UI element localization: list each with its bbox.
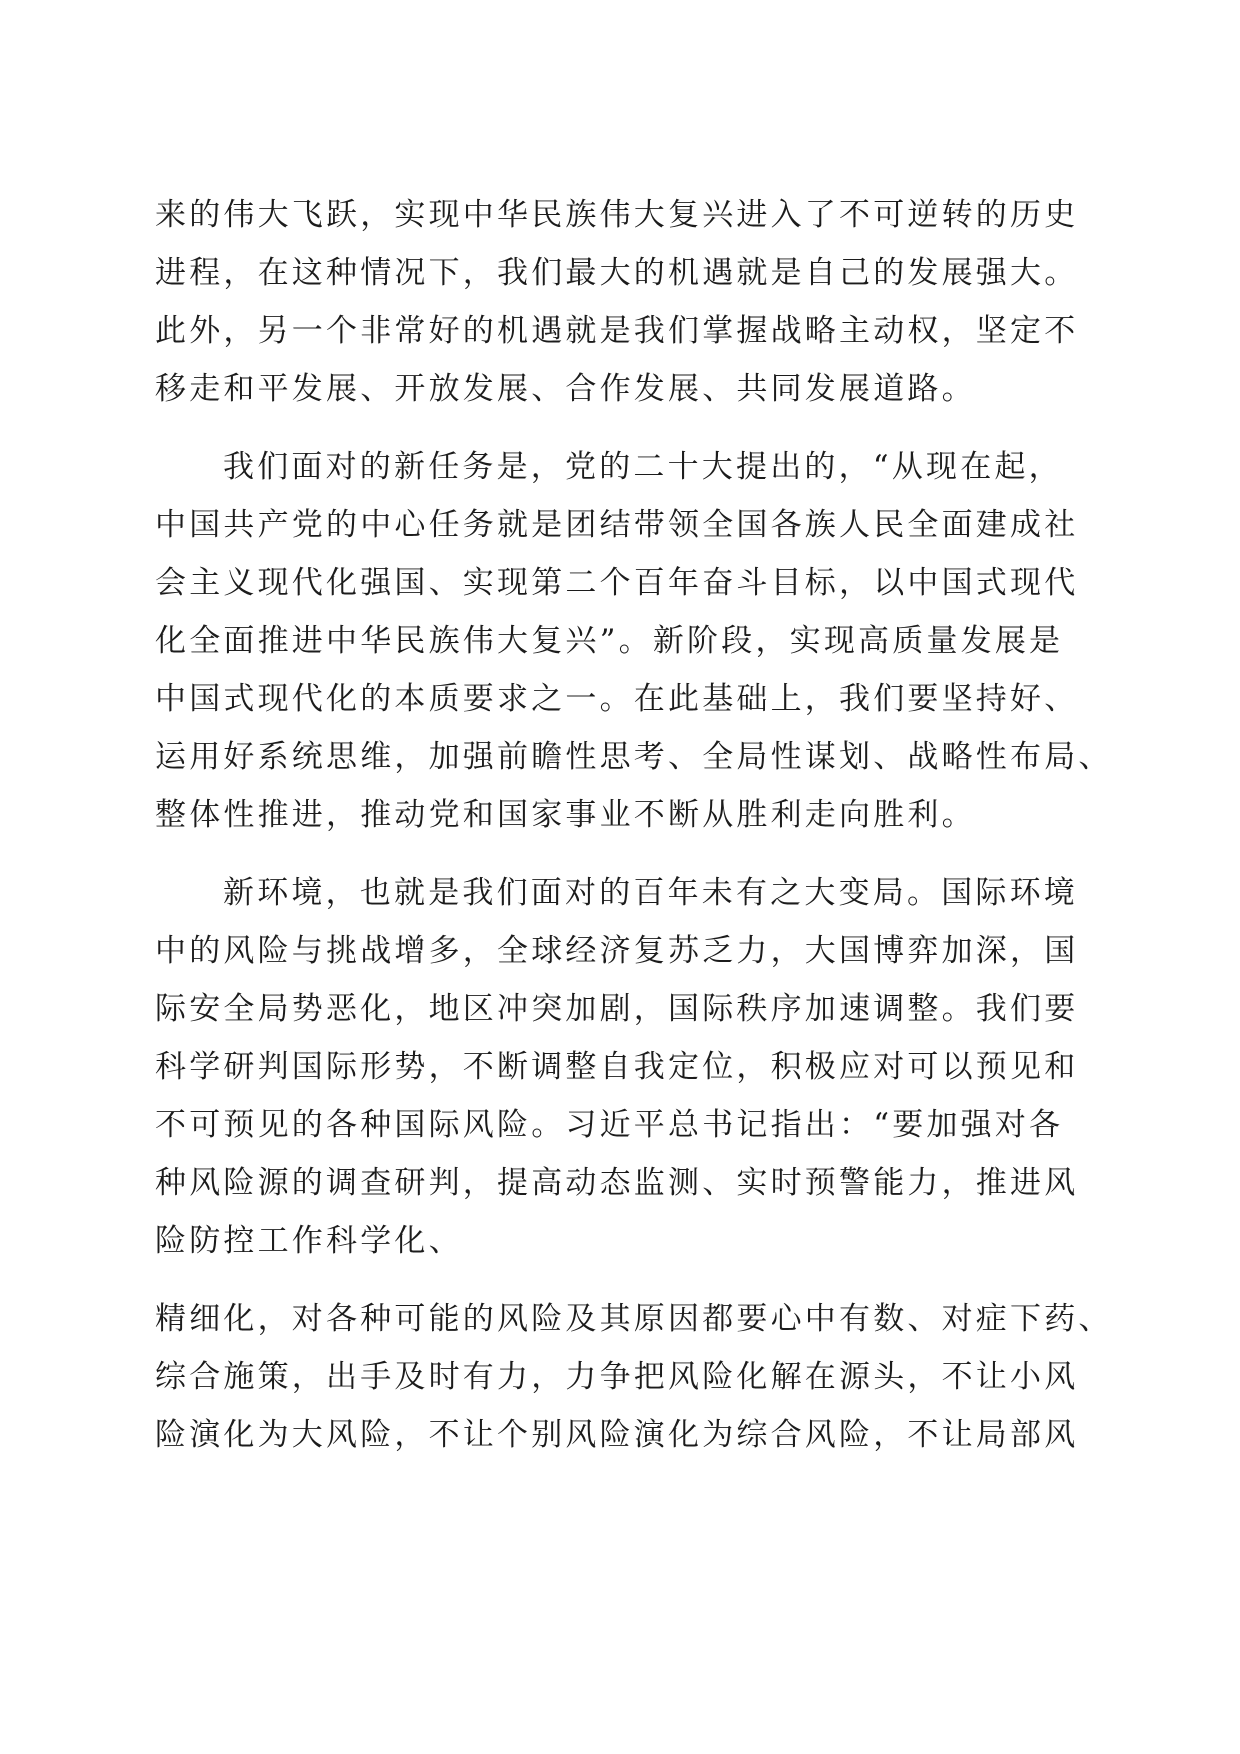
body-text xyxy=(155,186,1113,1464)
paragraph xyxy=(155,864,1095,1270)
text-line: 进程，在这种情况下，我们最大的机遇就是自己的发展强大。 xyxy=(155,255,1079,291)
text-line: 中国共产党的中心任务就是团结带领全国各族人民全面建成社 xyxy=(155,507,1079,543)
paragraph-gap xyxy=(155,418,1095,438)
paragraph xyxy=(155,186,1095,418)
text-line: 整体性推进，推动党和国家事业不断从胜利走向胜利。 xyxy=(155,797,976,833)
text-line: 险演化为大风险，不让个别风险演化为综合风险，不让局部风 xyxy=(155,1417,1079,1453)
text-line: 会主义现代化强国、实现第二个百年奋斗目标，以中国式现代 xyxy=(155,565,1079,601)
text-line: 此外，另一个非常好的机遇就是我们掌握战略主动权，坚定不 xyxy=(155,313,1079,349)
text-line: 化全面推进中华民族伟大复兴”。新阶段，实现高质量发展是 xyxy=(155,623,1064,659)
text-line: 种风险源的调查研判，提高动态监测、实时预警能力，推进风 xyxy=(155,1165,1079,1201)
text-line: 中国式现代化的本质要求之一。在此基础上，我们要坚持好、 xyxy=(155,681,1079,717)
text-line: 移走和平发展、开放发展、合作发展、共同发展道路。 xyxy=(155,371,976,407)
text-line: 综合施策，出手及时有力，力争把风险化解在源头，不让小风 xyxy=(155,1359,1079,1395)
text-line: 中的风险与挑战增多，全球经济复苏乏力，大国博弈加深，国 xyxy=(155,933,1079,969)
text-line: 不可预见的各种国际风险。习近平总书记指出：“要加强对各 xyxy=(155,1107,1064,1143)
text-line: 新环境，也就是我们面对的百年未有之大变局。国际环境 xyxy=(223,875,1078,911)
text-line: 来的伟大飞跃，实现中华民族伟大复兴进入了不可逆转的历史 xyxy=(155,197,1079,233)
paragraph-gap xyxy=(155,1270,1095,1290)
text-line: 科学研判国际形势，不断调整自我定位，积极应对可以预见和 xyxy=(155,1049,1079,1085)
text-line: 我们面对的新任务是，党的二十大提出的，“从现在起， xyxy=(223,449,1063,485)
text-line: 险防控工作科学化、 xyxy=(155,1223,463,1259)
paragraph-gap xyxy=(155,844,1095,864)
paragraph xyxy=(155,438,1113,844)
text-line: 际安全局势恶化，地区冲突加剧，国际秩序加速调整。我们要 xyxy=(155,991,1079,1027)
text-line: 运用好系统思维，加强前瞻性思考、全局性谋划、战略性布局、 xyxy=(155,739,1113,775)
text-line: 精细化，对各种可能的风险及其原因都要心中有数、对症下药、 xyxy=(155,1301,1113,1337)
paragraph xyxy=(155,1290,1113,1464)
